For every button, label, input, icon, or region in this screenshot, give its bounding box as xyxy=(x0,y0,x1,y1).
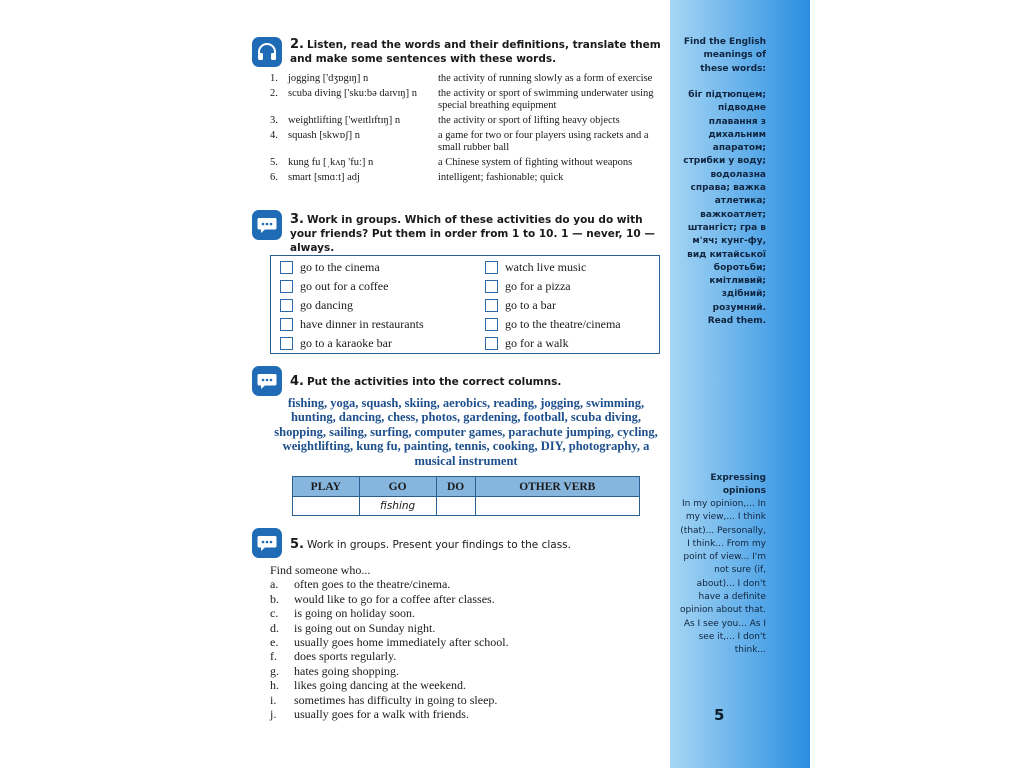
vocab-definition: the activity or sport of swimming underwater using special breathing equipment xyxy=(438,88,654,111)
checklist-item[interactable] xyxy=(485,317,621,332)
speech-bubble-icon xyxy=(252,528,282,558)
vocab-index: 5. xyxy=(270,157,278,168)
list-item xyxy=(270,606,660,620)
checklist-label: go to a bar xyxy=(505,298,556,312)
vocab-index: 2. xyxy=(270,88,278,99)
vocab-row xyxy=(270,172,665,184)
section-3-number: 3. xyxy=(290,212,304,227)
list-item xyxy=(270,621,660,635)
checklist-label: go dancing xyxy=(300,298,353,312)
list-text: is going on holiday soon. xyxy=(294,606,416,621)
checklist-item[interactable] xyxy=(280,279,388,294)
vocabulary-list xyxy=(270,73,665,187)
headphones-icon xyxy=(252,37,282,67)
checkbox[interactable] xyxy=(485,337,498,350)
section-3-heading-text: Work in groups. Which of these activities do you do with your friends? Put them in order from 1 to 10. 1 — never, 10 — always. xyxy=(290,214,655,254)
table-cell-play[interactable] xyxy=(293,497,360,516)
checkbox[interactable] xyxy=(485,261,498,274)
list-text: hates going shopping. xyxy=(294,663,399,678)
table-cell-do[interactable] xyxy=(436,497,475,516)
list-letter: h. xyxy=(270,678,279,693)
list-item xyxy=(270,577,660,591)
sidebar-opinions-heading: Expressing opinions xyxy=(710,473,766,497)
speech-bubble-icon xyxy=(252,210,282,240)
vocab-term: jogging ['dʒɒgɪŋ] n xyxy=(288,73,369,84)
vocab-row xyxy=(270,130,665,154)
list-item xyxy=(270,664,660,678)
column-header-go: GO xyxy=(359,477,436,497)
page-number: 5 xyxy=(714,706,725,724)
checkbox[interactable] xyxy=(280,318,293,331)
vocab-row xyxy=(270,157,665,169)
checkbox[interactable] xyxy=(280,337,293,350)
table-row xyxy=(293,497,640,516)
checklist-label: go for a pizza xyxy=(505,279,571,293)
vocab-term: smart [smɑːt] adj xyxy=(288,172,360,183)
list-text: would like to go for a coffee after classes. xyxy=(294,591,495,606)
list-text: usually goes home immediately after school. xyxy=(294,635,509,650)
list-item xyxy=(270,592,660,606)
list-text: is going out on Sunday night. xyxy=(294,620,436,635)
checkbox[interactable] xyxy=(485,318,498,331)
column-header-play: PLAY xyxy=(293,477,360,497)
checklist-item[interactable] xyxy=(280,317,424,332)
list-letter: c. xyxy=(270,606,279,621)
sidebar-ukrainian-words: біг підтюпцем; підводне плавання з дихальним апаратом; стрибки у воду; водолазна справа; важка атлетика; важкоатлет; штангіст; гра в м'яч; кунг-фу, вид китайської боротьби; кмітливий; здібний; розумний. xyxy=(683,90,766,313)
column-header-do: DO xyxy=(436,477,475,497)
list-item xyxy=(270,693,660,707)
vocab-term: squash [skwɒʃ] n xyxy=(288,130,360,141)
vocab-index: 4. xyxy=(270,130,278,141)
list-letter: f. xyxy=(270,649,277,664)
vocab-term: weightlifting ['weɪtlɪftɪŋ] n xyxy=(288,115,401,126)
section-5-number: 5. xyxy=(290,537,304,552)
find-someone-intro: Find someone who... xyxy=(270,563,371,577)
section-4-heading-text: Put the activities into the correct columns. xyxy=(306,376,562,388)
list-letter: b. xyxy=(270,591,279,606)
checkbox[interactable] xyxy=(485,299,498,312)
vocab-index: 3. xyxy=(270,115,278,126)
sidebar-find-heading: Find the English meanings of these words: xyxy=(683,37,766,74)
checkbox[interactable] xyxy=(485,280,498,293)
list-letter: g. xyxy=(270,663,279,678)
checkbox[interactable] xyxy=(280,299,293,312)
verb-columns-table xyxy=(292,476,640,516)
checklist-item[interactable] xyxy=(280,260,380,275)
section-2-heading-text: Listen, read the words and their definitions, translate them and make some sentences with these words. xyxy=(290,39,661,65)
speech-bubble-icon xyxy=(252,366,282,396)
section-3-heading xyxy=(290,213,662,255)
table-header-row xyxy=(293,477,640,497)
checklist-item[interactable] xyxy=(485,279,571,294)
list-text: likes going dancing at the weekend. xyxy=(294,678,466,693)
vocab-index: 6. xyxy=(270,172,278,183)
section-2-number: 2. xyxy=(290,37,304,52)
vocab-definition: the activity of running slowly as a form of exercise xyxy=(438,73,653,84)
vocab-term: scuba diving ['skuːbə daɪvɪŋ] n xyxy=(288,88,417,99)
section-2-heading xyxy=(290,38,662,66)
list-item xyxy=(270,649,660,663)
vocab-definition: a Chinese system of fighting without weapons xyxy=(438,157,633,168)
vocab-row xyxy=(270,115,665,127)
list-letter: d. xyxy=(270,620,279,635)
list-letter: i. xyxy=(270,692,277,707)
section-4-heading xyxy=(290,375,662,389)
sidebar-read-them: Read them. xyxy=(707,316,766,326)
vocab-row xyxy=(270,88,665,112)
list-text: usually goes for a walk with friends. xyxy=(294,707,469,722)
list-text: does sports regularly. xyxy=(294,649,397,664)
list-text: often goes to the theatre/cinema. xyxy=(294,577,451,592)
vocab-index: 1. xyxy=(270,73,278,84)
checkbox[interactable] xyxy=(280,280,293,293)
checklist-label: go for a walk xyxy=(505,336,569,350)
outside-area xyxy=(810,0,1024,768)
section-5-heading-text: Work in groups. Present your findings to the class. xyxy=(306,539,571,551)
checklist-item[interactable] xyxy=(485,336,569,351)
list-text: sometimes has difficulty in going to sleep. xyxy=(294,692,498,707)
column-header-other-verb: OTHER VERB xyxy=(475,477,639,497)
checklist-label: go to the cinema xyxy=(300,260,380,274)
checklist-item[interactable] xyxy=(485,298,556,313)
activities-word-list: fishing, yoga, squash, skiing, aerobics, reading, jogging, swimming, hunting, dancing, chess, photos, gardening, football, scuba diving, shopping, sailing, surfing, computer games, parachute jumping, cycling, weightlifting, kung fu, painting, tennis, cooking, DIY, photography, a musical instrument xyxy=(274,396,658,468)
find-someone-list xyxy=(270,563,660,721)
checkbox[interactable] xyxy=(280,261,293,274)
checklist-label: watch live music xyxy=(505,260,587,274)
vocab-definition: the activity or sport of lifting heavy objects xyxy=(438,115,620,126)
vocab-definition: intelligent; fashionable; quick xyxy=(438,172,564,183)
checklist-item[interactable] xyxy=(280,298,353,313)
checklist-label: go to the theatre/cinema xyxy=(505,317,621,331)
checklist-label: have dinner in restaurants xyxy=(300,317,424,331)
sidebar-opinion-phrases: In my opinion,... In my view,... I think (that)... Personally, I think... From my point of view... I'm not sure (if, about)... I don't have a definite opinion about that. As I see you... As I see it,... I don't think... xyxy=(680,499,766,656)
table-cell-other-verb[interactable] xyxy=(475,497,639,516)
list-item xyxy=(270,707,660,721)
list-item xyxy=(270,678,660,692)
list-letter: j. xyxy=(270,707,277,722)
list-letter: e. xyxy=(270,635,279,650)
section-4-number: 4. xyxy=(290,374,304,389)
checklist-label: go out for a coffee xyxy=(300,279,389,293)
list-letter: a. xyxy=(270,577,279,592)
list-item xyxy=(270,635,660,649)
checklist-item[interactable] xyxy=(280,336,392,351)
vocab-row xyxy=(270,73,665,85)
section-5-heading xyxy=(290,538,662,552)
vocab-definition: a game for two or four players using rackets and a small rubber ball xyxy=(438,130,649,153)
checklist-item[interactable] xyxy=(485,260,586,275)
checklist-label: go to a karaoke bar xyxy=(300,336,392,350)
vocab-term: kung fu [ˌkʌŋ 'fuː] n xyxy=(288,157,374,168)
table-cell-go[interactable]: fishing xyxy=(359,497,436,516)
